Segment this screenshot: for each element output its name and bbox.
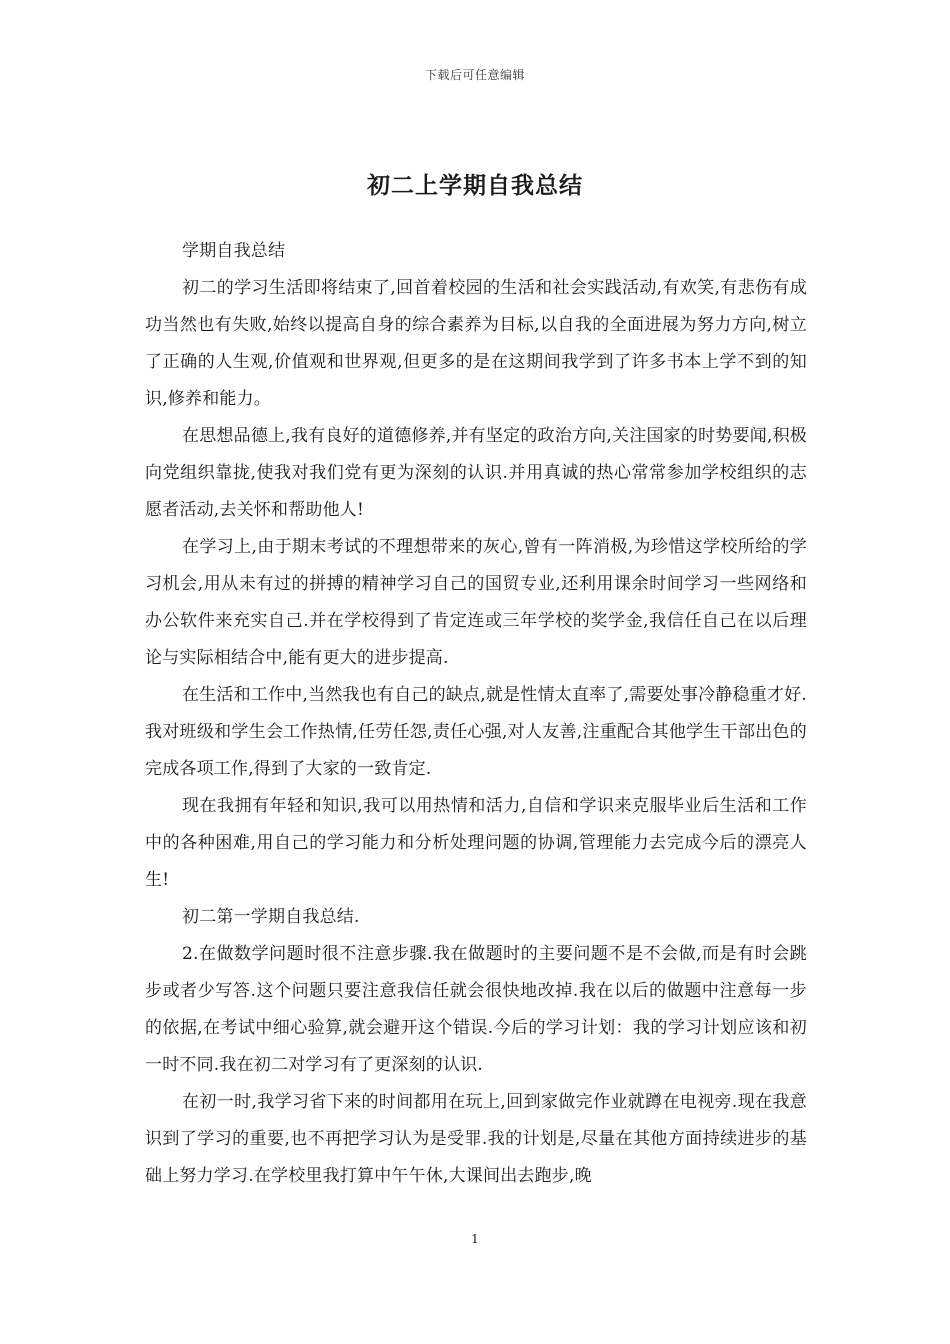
page-number: 1 (471, 1232, 479, 1246)
paragraph-plan: 在初一时,我学习省下来的时间都用在玩上,回到家做完作业就蹲在电视旁.现在我意识到了学习的重要,也不再把学习认为是受罪.我的计划是,尽量在其他方面持续进步的基础上努力学习.在学校里我打算中午午休,大课间出去跑步,晚 (145, 1092, 807, 1186)
paragraph-math: 2.在做数学问题时很不注意步骤.我在做题时的主要问题不是不会做,而是有时会跳步或者少写答.这个问题只要注意我信任就会很快地改掉.我在以后的做题中注意每一步的依据,在考试中细心验算,就会避开这个错误.今后的学习计划：我的学习计划应该和初一时不同.我在初二对学习有了更深刻的认识. (145, 944, 807, 1075)
paragraph-life-work: 在生活和工作中,当然我也有自己的缺点,就是性情太直率了,需要处事冷静稳重才好.我对班级和学生会工作热情,任劳任怨,责任心强,对人友善,注重配合其他学生干部出色的完成各项工作,得到了大家的一致肯定. (145, 685, 807, 779)
paragraph-future: 现在我拥有年轻和知识,我可以用热情和活力,自信和学识来克服毕业后生活和工作中的各种困难,用自己的学习能力和分析处理问题的协调,管理能力去完成今后的漂亮人生! (145, 796, 807, 890)
paragraph-subtitle: 学期自我总结 (182, 241, 286, 261)
paragraph-intro: 初二的学习生活即将结束了,回首着校园的生活和社会实践活动,有欢笑,有悲伤有成功当然也有失败,始终以提高自身的综合素养为目标,以自我的全面进展为努力方向,树立了正确的人生观,价值观和世界观,但更多的是在这期间我学到了许多书本上学不到的知识,修养和能力。 (145, 278, 807, 409)
paragraph-study: 在学习上,由于期末考试的不理想带来的灰心,曾有一阵消极,为珍惜这学校所给的学习机会,用从未有过的拼搏的精神学习自己的国贸专业,还利用课余时间学习一些网络和办公软件来充实自己.并在学校得到了肯定连或三年学校的奖学金,我信任自己在以后理论与实际相结合中,能有更大的进步提高. (145, 537, 807, 668)
paragraph-section-heading: 初二第一学期自我总结. (182, 907, 360, 927)
document-body (145, 233, 807, 1195)
paragraph-moral: 在思想品德上,我有良好的道德修养,并有坚定的政治方向,关注国家的时势要闻,积极向党组织靠拢,使我对我们党有更为深刻的认识.并用真诚的热心常常参加学校组织的志愿者活动,去关怀和帮助他人! (145, 426, 807, 520)
page-header-note: 下载后可任意编辑 (424, 68, 525, 82)
document-title: 初二上学期自我总结 (367, 172, 583, 200)
